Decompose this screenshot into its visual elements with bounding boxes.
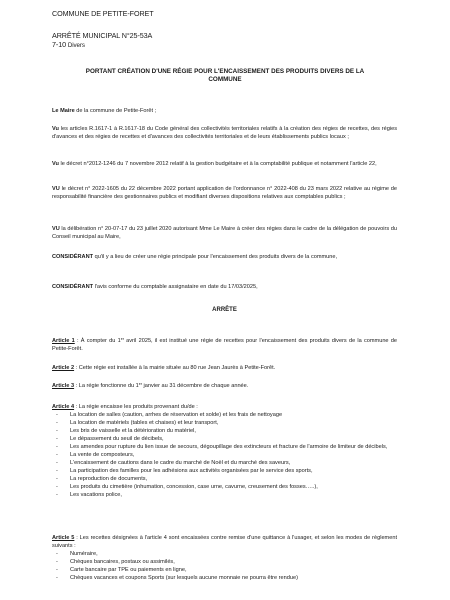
vu-text: le décret n° 2022-1605 du 22 décembre 2022 portant application de l'ordonnance n° 2022-408 du 23 mars 2022 relative au régime de responsabilité financière des gestionnaires publics et modifiant diverses dispositions relatives aux comptables publics ; (52, 186, 397, 200)
vu-paragraph-4 (52, 225, 397, 241)
vu-lead: Vu (52, 161, 59, 167)
list-item: - Chèques vacances et coupons Sports (sur lesquels aucune monnaie ne pourra être rendue) (56, 575, 298, 581)
maire-text: de la commune de Petite-Forêt ; (74, 108, 157, 114)
list-marker: - (56, 476, 58, 482)
list-item: - La participation des familles pour les adhésions aux activités organisées par le service des sports, (56, 468, 313, 474)
list-item: - La location de matériels (tables et chaises) et leur transport, (56, 420, 219, 426)
list-marker: - (56, 460, 58, 466)
list-item: - La reproduction de documents, (56, 476, 148, 482)
considerant-text: qu'il y a lieu de créer une régie principale pour l'encaissement des produits divers de la commune, (93, 254, 338, 260)
maire-line (52, 107, 397, 115)
ordinal-suffix: er (120, 337, 124, 341)
list-item: - L'encaissement de cautions dans le cadre du marché de Noël et du marché des saveurs, (56, 460, 291, 466)
article-5 (52, 534, 397, 582)
list-marker: - (56, 444, 58, 450)
considerant-lead: CONSIDÉRANT (52, 284, 94, 290)
document-title (40, 68, 410, 84)
article-1 (52, 337, 397, 353)
arrete-heading: ARRÊTE (212, 307, 237, 313)
list-marker: - (56, 575, 58, 581)
ordinal-suffix: er (138, 382, 142, 386)
list-marker: - (56, 484, 58, 490)
commune-name: COMMUNE DE PETITE-FORET (52, 9, 154, 18)
list-item: - Le dépassement du seuil de décibels, (56, 436, 164, 442)
article-text: : Cette régie est installée à la mairie située au 80 rue Jean Jaurès à Petite-Forêt. (74, 365, 276, 371)
classification (52, 40, 85, 50)
considerant-lead: CONSIDÉRANT (52, 254, 94, 260)
classification-code: 7-10 (52, 40, 66, 49)
title-line-1: PORTANT CRÉATION D'UNE RÉGIE POUR L'ENCAISSEMENT DES PRODUITS DIVERS DE LA (85, 68, 365, 75)
considerant-paragraph-2 (52, 283, 397, 291)
article-4 (52, 403, 397, 499)
considerant-text: l'avis conforme du comptable assignataire en date du 17/03/2025, (93, 284, 258, 290)
article-label: Article 4 (52, 404, 75, 410)
article-text: : La régie fonctionne du 1 (74, 383, 139, 389)
list-item: - Les bris de vaisselle et la détérioration du matériel, (56, 428, 196, 434)
considerant-paragraph-1 (52, 253, 397, 261)
list-marker: - (56, 567, 58, 573)
list-item: - Carte bancaire par TPE ou paiements en ligne, (56, 567, 187, 573)
list-marker: - (56, 412, 58, 418)
article-2 (52, 364, 397, 372)
article-label: Article 3 (52, 383, 75, 389)
article-label: Article 2 (52, 365, 75, 371)
list-item: - La location de salles (caution, arrhes de réservation et solde) et les frais de nettoyage (56, 412, 283, 418)
list-marker: - (56, 551, 58, 557)
vu-lead: VU (52, 186, 60, 192)
article-text: avril 2025, il est institué une régie de recettes pour l'encaissement des produits divers de la commune de Petite-Forêt. (52, 338, 397, 352)
list-item: - Les vacations police, (56, 492, 122, 498)
list-marker: - (56, 420, 58, 426)
vu-paragraph-3 (52, 185, 397, 201)
vu-text: la délibération n° 20-07-17 du 23 juillet 2020 autorisant Mme Le Maire à créer des régies dans le cadre de la délégation de pouvoirs du Conseil municipal au Maire, (52, 226, 397, 240)
list-item: - Les amendes pour rupture du lien issue de secours, dégoupillage des extincteurs et fracture de l'armoire de limiteur de décibels, (56, 444, 388, 450)
list-item: - Les produits du cimetière (inhumation, concession, case urne, cavurne, creusement des fosses…..), (56, 484, 318, 490)
article-text: : À compter du 1 (74, 338, 121, 344)
vu-lead: VU (52, 226, 60, 232)
classification-label: Divers (67, 42, 85, 49)
vu-lead: Vu (52, 126, 59, 132)
list-marker: - (56, 452, 58, 458)
vu-text: les articles R.1617-1 à R.1617-18 du Code général des collectivités territoriales relatifs à la création des régies de recettes, des régies d'avances et des régies de recettes et d'avances des collectivités territoriales et de leurs établissements publics locaux ; (52, 126, 397, 140)
article-text: janvier au 31 décembre de chaque année. (141, 383, 249, 389)
vu-paragraph-1 (52, 125, 397, 141)
article-3 (52, 382, 397, 390)
article-label: Article 1 (52, 338, 75, 344)
vu-text: le décret n°2012-1246 du 7 novembre 2012 relatif à la gestion budgétaire et à la comptabilité publique et notamment l'article 22, (58, 161, 377, 167)
list-item: - La vente de composteurs, (56, 452, 135, 458)
list-marker: - (56, 559, 58, 565)
list-marker: - (56, 428, 58, 434)
list-marker: - (56, 468, 58, 474)
list-marker: - (56, 436, 58, 442)
list-item: - Chèques bancaires, postaux ou assimilés, (56, 559, 175, 565)
list-marker: - (56, 492, 58, 498)
article-text: : Les recettes désignées à l'article 4 sont encaissées contre remise d'une quittance à l'usager, et selon les modes de règlement suivants : (52, 535, 397, 549)
article-text: : La régie encaisse les produits provenant du/de : (74, 404, 198, 410)
arrete-number: ARRÊTÉ MUNICIPAL N°25-53A (52, 31, 153, 40)
maire-lead: Le Maire (52, 108, 75, 114)
article-5-list (52, 550, 397, 582)
title-line-2: COMMUNE (208, 76, 242, 83)
list-item: - Numéraire, (56, 551, 98, 557)
vu-paragraph-2 (52, 160, 397, 168)
article-4-list (52, 411, 397, 499)
article-label: Article 5 (52, 535, 75, 541)
